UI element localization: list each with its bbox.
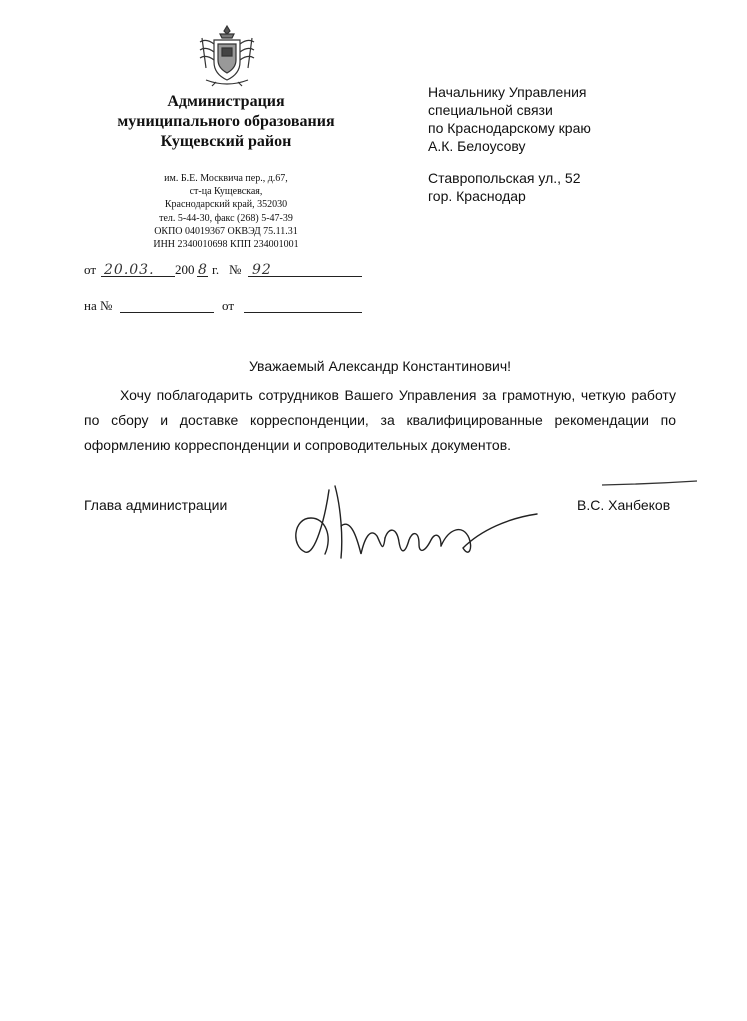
org-line-2: муниципального образования [117, 113, 335, 130]
outgoing-reference [84, 262, 364, 280]
addressee-line-2: специальной связи [428, 102, 553, 118]
details-phone: тел. 5-44-30, факс (268) 5-47-39 [159, 212, 293, 224]
addressee-block [428, 83, 728, 205]
from-label: от [84, 262, 97, 277]
details-inn: ИНН 2340010698 КПП 234001001 [153, 239, 299, 251]
organization-details [120, 172, 332, 251]
incoming-reference [84, 298, 364, 316]
handwritten-date: 20.03. [104, 262, 155, 278]
number-label: № [229, 262, 242, 277]
org-line-3: Кущевский район [160, 133, 292, 150]
organization-name [76, 92, 376, 152]
details-address-village: ст-ца Кущевская, [189, 186, 263, 198]
addressee-line-3: по Краснодарскому краю [428, 120, 591, 136]
signatory-title: Глава администрации [84, 497, 228, 513]
handwritten-year: 8 [198, 262, 208, 278]
handwritten-number: 92 [252, 262, 272, 278]
addressee-line-1: Начальнику Управления [428, 84, 587, 100]
coat-of-arms-icon [196, 24, 258, 88]
to-number-label: на № [84, 298, 113, 313]
handwritten-signature [285, 478, 545, 568]
to-from-label: от [222, 298, 235, 313]
letter-paragraph: Хочу поблагодарить сотрудников Вашего Управления за грамотную, четкую работу по сбору и доставке корреспонденции, за квалифицированные рекомендации по оформлению корреспонденции и сопроводительных документов. [84, 387, 676, 453]
year-label: г. [212, 262, 220, 277]
details-okpo: ОКПО 04019367 ОКВЭД 75.11.31 [154, 225, 298, 237]
salutation: Уважаемый Александр Константинович! [248, 358, 512, 374]
to-date-underline [244, 312, 362, 313]
to-number-underline [120, 312, 214, 313]
addressee-city: гор. Краснодар [428, 188, 526, 204]
signature-line-mark [600, 478, 700, 490]
year-prefix: 200 [175, 262, 195, 277]
details-address-street: им. Б.Е. Москвича пер., д.67, [164, 173, 288, 184]
addressee-street: Ставропольская ул., 52 [428, 170, 581, 186]
org-line-1: Администрация [167, 93, 285, 110]
details-address-region: Краснодарский край, 352030 [164, 199, 288, 211]
signatory-name: В.С. Ханбеков [577, 497, 671, 513]
addressee-name: А.К. Белоусову [428, 138, 526, 154]
